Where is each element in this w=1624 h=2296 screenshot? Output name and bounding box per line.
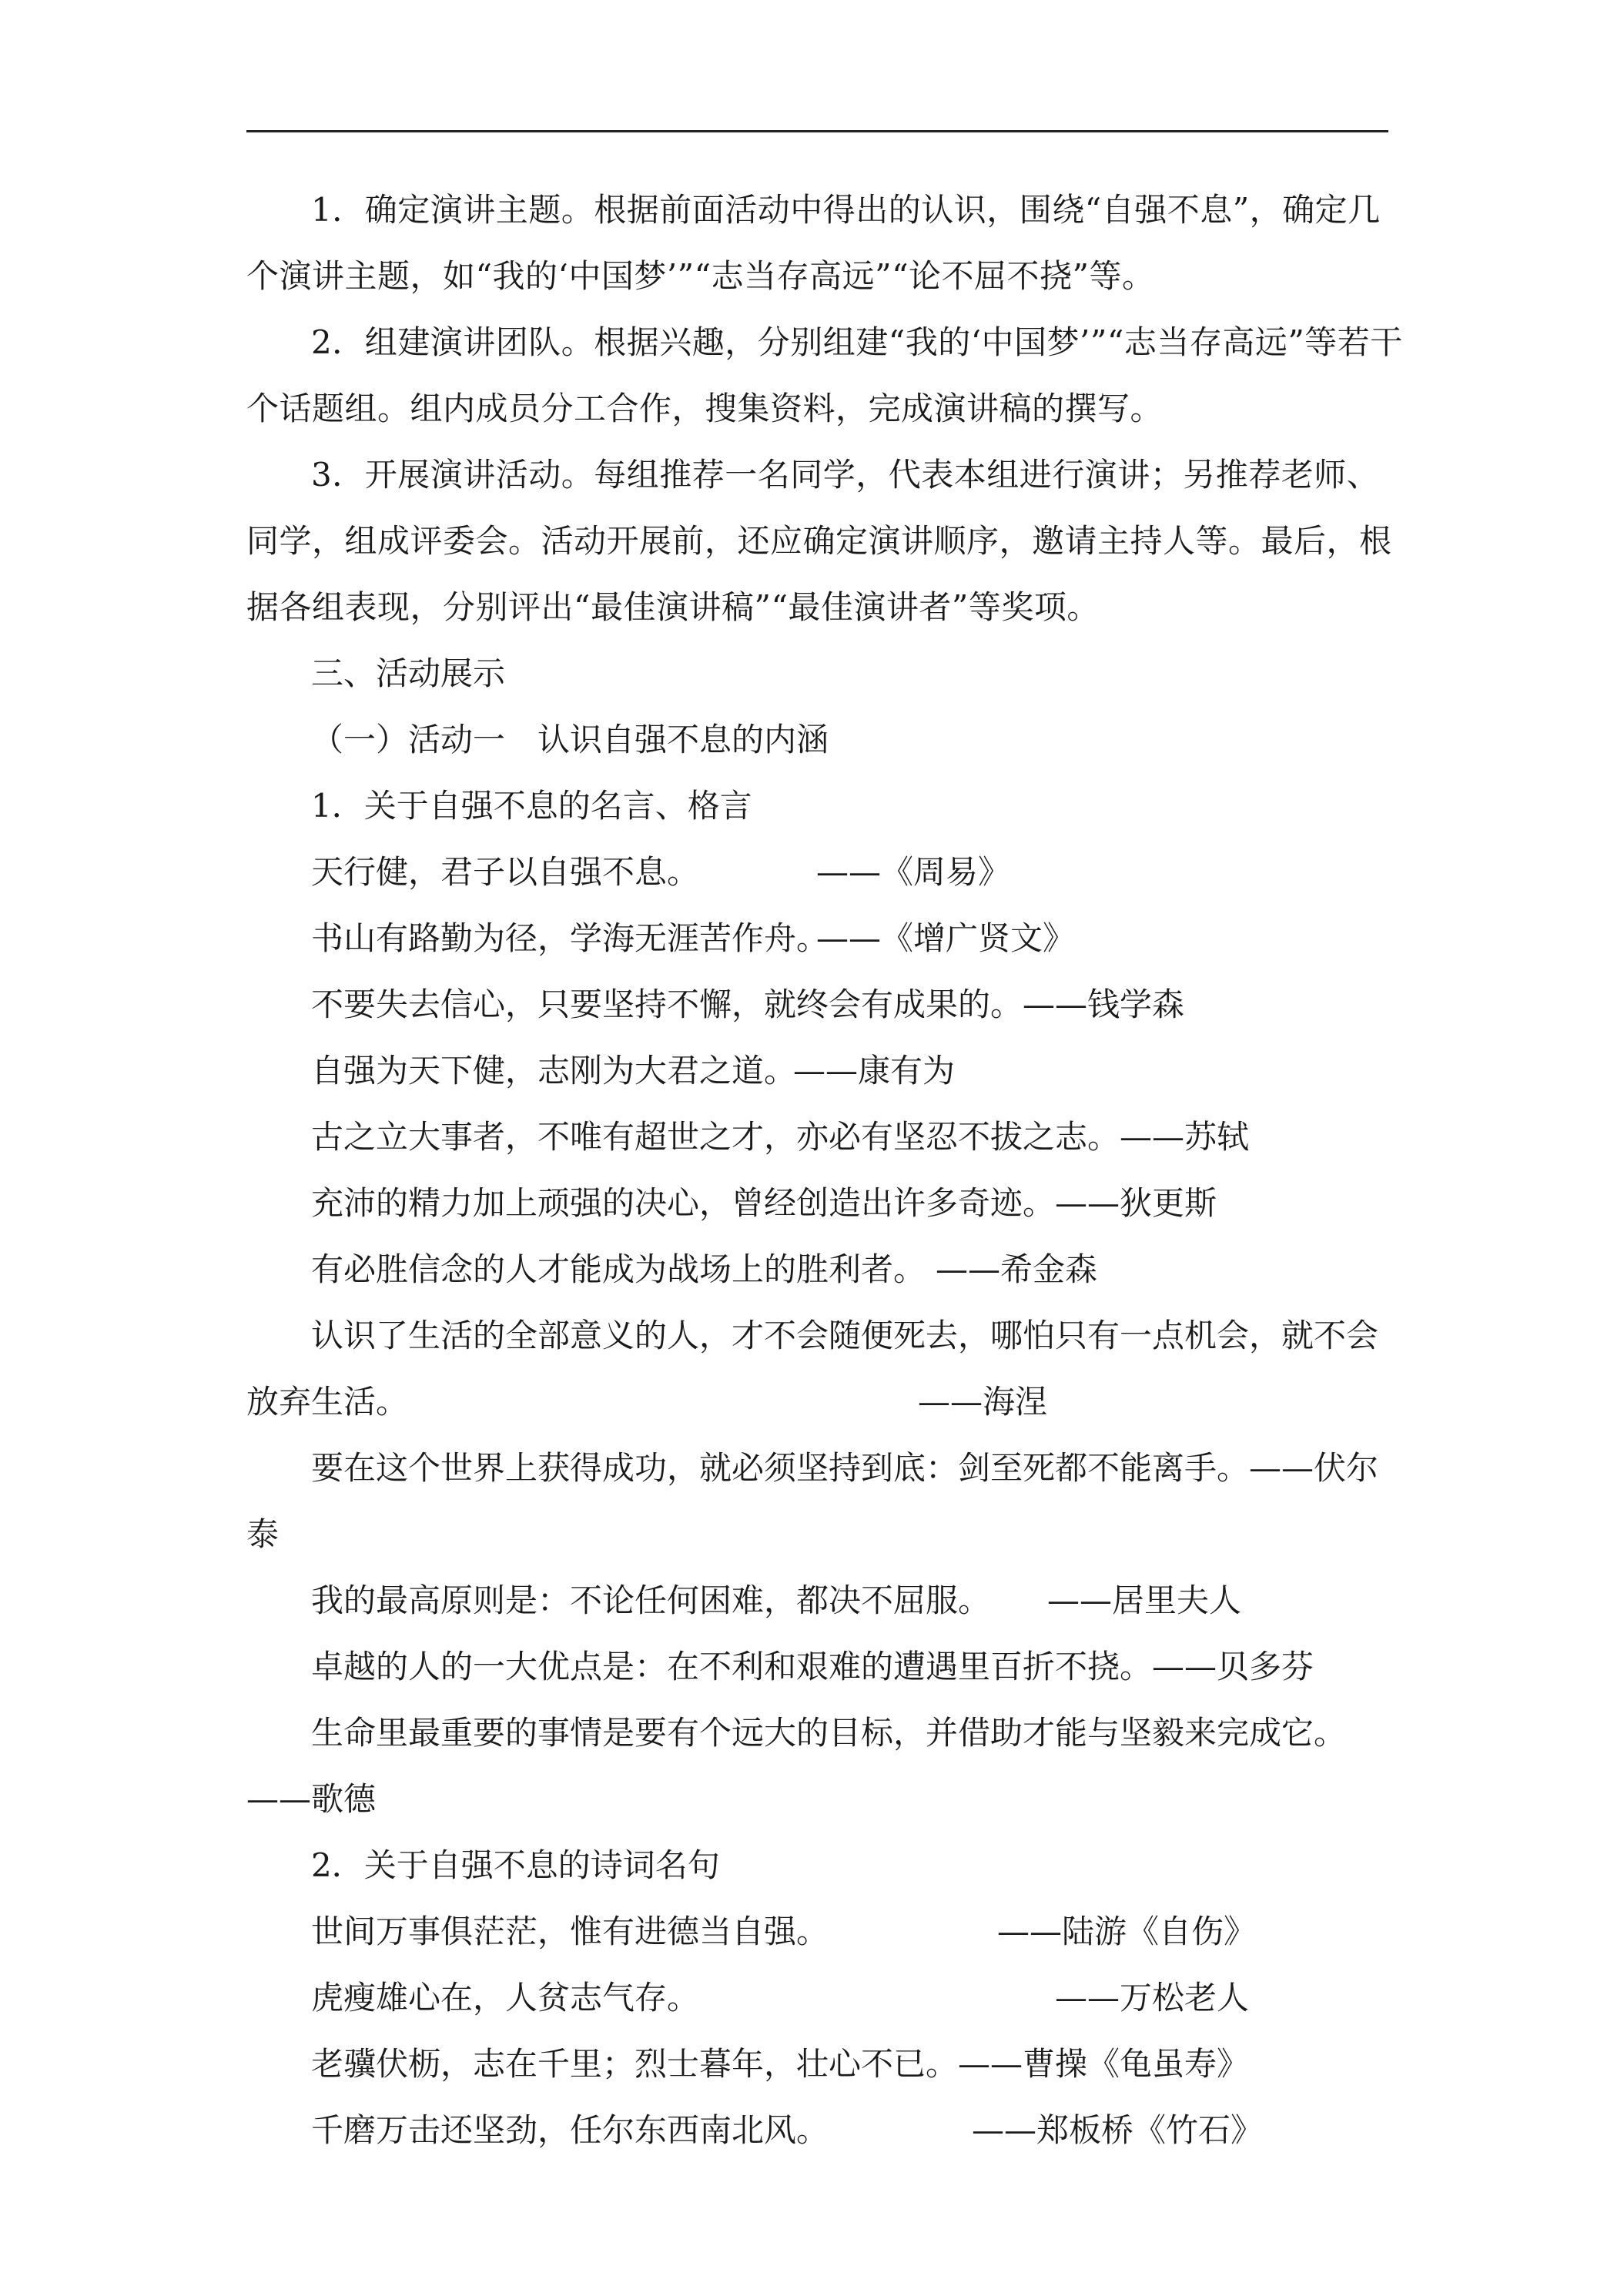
- quote-row-5: [246, 1104, 1388, 1170]
- poem-text: 世间万事俱茫茫，惟有进德当自强。: [311, 1913, 829, 1950]
- poem-row-3: [246, 2031, 1388, 2097]
- quote-text: 我的最高原则是：不论任何困难，都决不屈服。: [311, 1581, 991, 1619]
- quote-row-7: [246, 1237, 1388, 1303]
- intro-p1-line2: 个演讲主题，如“我的‘中国梦’”“志当存高远”“论不屈不挠”等。: [246, 257, 1155, 295]
- quote-row-8b: [246, 1369, 1388, 1435]
- quote-row-9a: [246, 1435, 1388, 1501]
- section-heading-3: 三、活动展示: [311, 654, 506, 692]
- poem-source: ——万松老人: [1055, 1979, 1250, 2017]
- header-rule: [246, 130, 1388, 132]
- quote-text: 天行健，君子以自强不息。: [311, 853, 700, 891]
- quote-row-9b: [246, 1501, 1388, 1568]
- quote-text: 生命里最重要的事情是要有个远大的目标，并借助才能与坚毅来完成它。: [311, 1714, 1347, 1752]
- quote-row-1: [246, 839, 1388, 905]
- quote-row-11: [246, 1634, 1388, 1700]
- poem-text: 千磨万击还坚劲，任尔东西南北风。: [311, 2111, 829, 2149]
- poem-row-4: [246, 2097, 1388, 2164]
- quote-row-8a: [246, 1303, 1388, 1369]
- quote-row-2: [246, 905, 1388, 972]
- quote-source: ——康有为: [793, 1052, 956, 1089]
- quote-text: 古之立大事者，不唯有超世之才，亦必有坚忍不拔之志。——苏轼: [311, 1118, 1250, 1156]
- quote-source: ——歌德: [246, 1780, 377, 1818]
- quote-source: ——海涅: [918, 1383, 1048, 1421]
- poem-row-2: [246, 1965, 1388, 2031]
- quote-text: 书山有路勤为径，学海无涯苦作舟。: [311, 919, 829, 957]
- intro-p2-line1: 2．组建演讲团队。根据兴趣，分别组建“我的‘中国梦’”“志当存高远”等若干: [311, 323, 1403, 361]
- document-page: [246, 177, 1403, 2164]
- intro-p3-line2: 同学，组成评委会。活动开展前，还应确定演讲顺序，邀请主持人等。最后，根: [246, 522, 1392, 560]
- quote-text: 放弃生活。: [246, 1383, 409, 1421]
- poem-row-1: [246, 1899, 1388, 1965]
- quote-source: ——居里夫人: [1047, 1581, 1242, 1619]
- quote-row-3: [246, 972, 1388, 1038]
- quote-text: 泰: [246, 1515, 280, 1553]
- sub-heading-2: 2．关于自强不息的诗词名句: [311, 1846, 720, 1884]
- quote-source: ——《周易》: [816, 853, 1011, 891]
- intro-p3-line1: 3．开展演讲活动。每组推荐一名同学，代表本组进行演讲；另推荐老师、: [311, 456, 1380, 494]
- quote-text: 充沛的精力加上顽强的决心，曾经创造出许多奇迹。——狄更斯: [311, 1184, 1217, 1222]
- poem-text: 老骥伏枥，志在千里；烈士暮年，壮心不已。——曹操《龟虽寿》: [311, 2045, 1250, 2083]
- activity-1-heading: （一）活动一 认识自强不息的内涵: [311, 721, 829, 758]
- poem-source: ——陆游《自伤》: [997, 1913, 1257, 1950]
- quote-row-12b: [246, 1766, 1388, 1832]
- intro-p2-line2: 个话题组。组内成员分工合作，搜集资料，完成演讲稿的撰写。: [246, 390, 1164, 427]
- quote-text: 认识了生活的全部意义的人，才不会随便死去，哪怕只有一点机会，就不会: [311, 1317, 1379, 1354]
- quote-row-4: [246, 1038, 1388, 1104]
- quote-text: 有必胜信念的人才能成为战场上的胜利者。: [311, 1250, 926, 1288]
- quote-text: 自强为天下健，志刚为大君之道。: [311, 1052, 797, 1089]
- quote-row-12a: [246, 1700, 1388, 1766]
- quote-text: 不要失去信心，只要坚持不懈，就终会有成果的。——钱学森: [311, 986, 1185, 1023]
- quote-source: ——希金森: [936, 1250, 1098, 1288]
- quote-text: 卓越的人的一大优点是：在不利和艰难的遭遇里百折不挠。——贝多芬: [311, 1648, 1314, 1685]
- quote-row-10: [246, 1568, 1388, 1634]
- poem-text: 虎瘦雄心在，人贫志气存。: [311, 1979, 700, 2017]
- quote-row-6: [246, 1170, 1388, 1237]
- sub-heading-1: 1．关于自强不息的名言、格言: [311, 787, 752, 825]
- quote-text: 要在这个世界上获得成功，就必须坚持到底：剑至死都不能离手。——伏尔: [311, 1449, 1379, 1487]
- poem-source: ——郑板桥《竹石》: [972, 2111, 1264, 2149]
- intro-p3-line3: 据各组表现，分别评出“最佳演讲稿”“最佳演讲者”等奖项。: [246, 588, 1100, 626]
- intro-p1-line1: 1．确定演讲主题。根据前面活动中得出的认识，围绕“自强不息”，确定几: [311, 191, 1381, 229]
- quote-source: ——《增广贤文》: [816, 919, 1076, 957]
